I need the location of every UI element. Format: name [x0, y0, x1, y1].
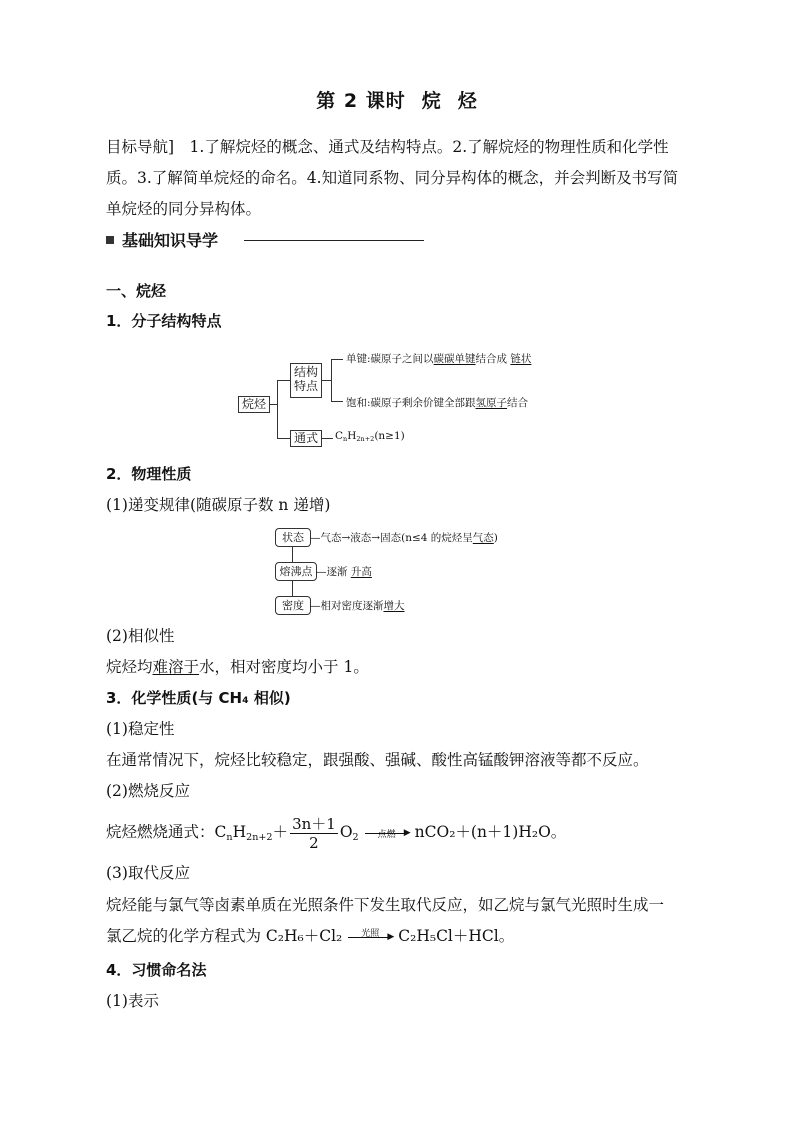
- connector: [277, 380, 290, 381]
- connector: [277, 438, 290, 439]
- heading-substitution: (3)取代反应: [106, 864, 190, 882]
- combustion-equation: 烷烃燃烧通式：$C_nH_{2n+2}+$ $\frac{3n+1}{2}$ $O_2$ 点燃 ▶ nCO₂＋(n＋1)H₂O。: [106, 814, 567, 852]
- substitution-line-2: 氯乙烷的化学方程式为 C₂H₆＋Cl₂ 光照 ▶ C₂H₅Cl＋HCl。: [106, 927, 515, 945]
- heading-similarity: (2)相似性: [106, 627, 175, 645]
- density-text: —相对密度逐渐增大: [310, 600, 405, 612]
- section-heading: 基础知识导学: [122, 231, 219, 250]
- coefficient-fraction: $\frac{3n+1}{2}$: [292, 814, 336, 852]
- heading-trend: (1)递变规律(随碳原子数 n 递增): [106, 496, 331, 514]
- section-rule: [244, 240, 424, 241]
- single-bond-text: 单键:碳原子之间以碳碳单键结合成 链状: [346, 353, 532, 365]
- objectives-line-2: 质。3.了解简单烷烃的命名。4.知道同系物、同分异构体的概念，并会判断及书写简: [106, 169, 679, 187]
- heading-combustion: (2)燃烧反应: [106, 782, 190, 800]
- connector: [331, 359, 343, 360]
- diagram-root-alkane: 烷烃: [238, 396, 270, 413]
- connector: [269, 404, 277, 405]
- heading-alkane: 一、烷烃: [106, 282, 167, 300]
- heading-physical: 2．物理性质: [106, 465, 192, 483]
- heading-structure: 1．分子结构特点: [106, 312, 222, 330]
- heading-representation: (1)表示: [106, 992, 159, 1010]
- connector: [277, 380, 278, 438]
- objectives-line-3: 单烷烃的同分异构体。: [106, 200, 262, 218]
- heading-stability: (1)稳定性: [106, 720, 175, 738]
- diagram-formula-box: 通式: [290, 430, 322, 447]
- connector: [292, 580, 293, 596]
- general-formula: $C_nH_{2n+2}(n\ge 1)$: [335, 430, 405, 443]
- section-bullet-icon: [106, 236, 114, 244]
- reaction-arrow-icon: 点燃 ▶: [363, 824, 411, 842]
- objectives-line-1: 目标导航] 1.了解烷烃的概念、通式及结构特点。2.了解烷烃的物理性质和化学性: [106, 138, 669, 156]
- similarity-text: 烷烃均难溶于水，相对密度均小于 1。: [106, 658, 369, 676]
- connector: [321, 438, 333, 439]
- page-title: 第 2 课时 烷 烃: [316, 90, 478, 112]
- stability-text: 在通常情况下，烷烃比较稳定，跟强酸、强碱、酸性高锰酸钾溶液等都不反应。: [106, 751, 649, 769]
- connector: [292, 546, 293, 562]
- boiling-point-text: —逐渐 升高: [316, 566, 372, 578]
- heading-naming: 4．习惯命名法: [106, 961, 207, 979]
- state-box: 状态: [275, 528, 311, 547]
- connector: [331, 401, 343, 402]
- saturated-text: 饱和:碳原子剩余价键全部跟氢原子结合: [346, 397, 529, 409]
- density-box: 密度: [275, 596, 311, 615]
- state-text: —气态→液态→固态(n≤4 的烷烃呈气态): [310, 532, 498, 544]
- reaction-arrow-icon: 光照 ▶: [346, 928, 394, 946]
- boiling-point-box: 熔沸点: [275, 562, 317, 581]
- connector: [321, 380, 331, 381]
- diagram-structure-box: 结构 特点: [290, 363, 322, 398]
- connector: [331, 359, 332, 401]
- substitution-line-1: 烷烃能与氯气等卤素单质在光照条件下发生取代反应，如乙烷与氯气光照时生成一: [106, 896, 665, 914]
- heading-chemical: 3．化学性质(与 CH₄ 相似): [106, 689, 291, 707]
